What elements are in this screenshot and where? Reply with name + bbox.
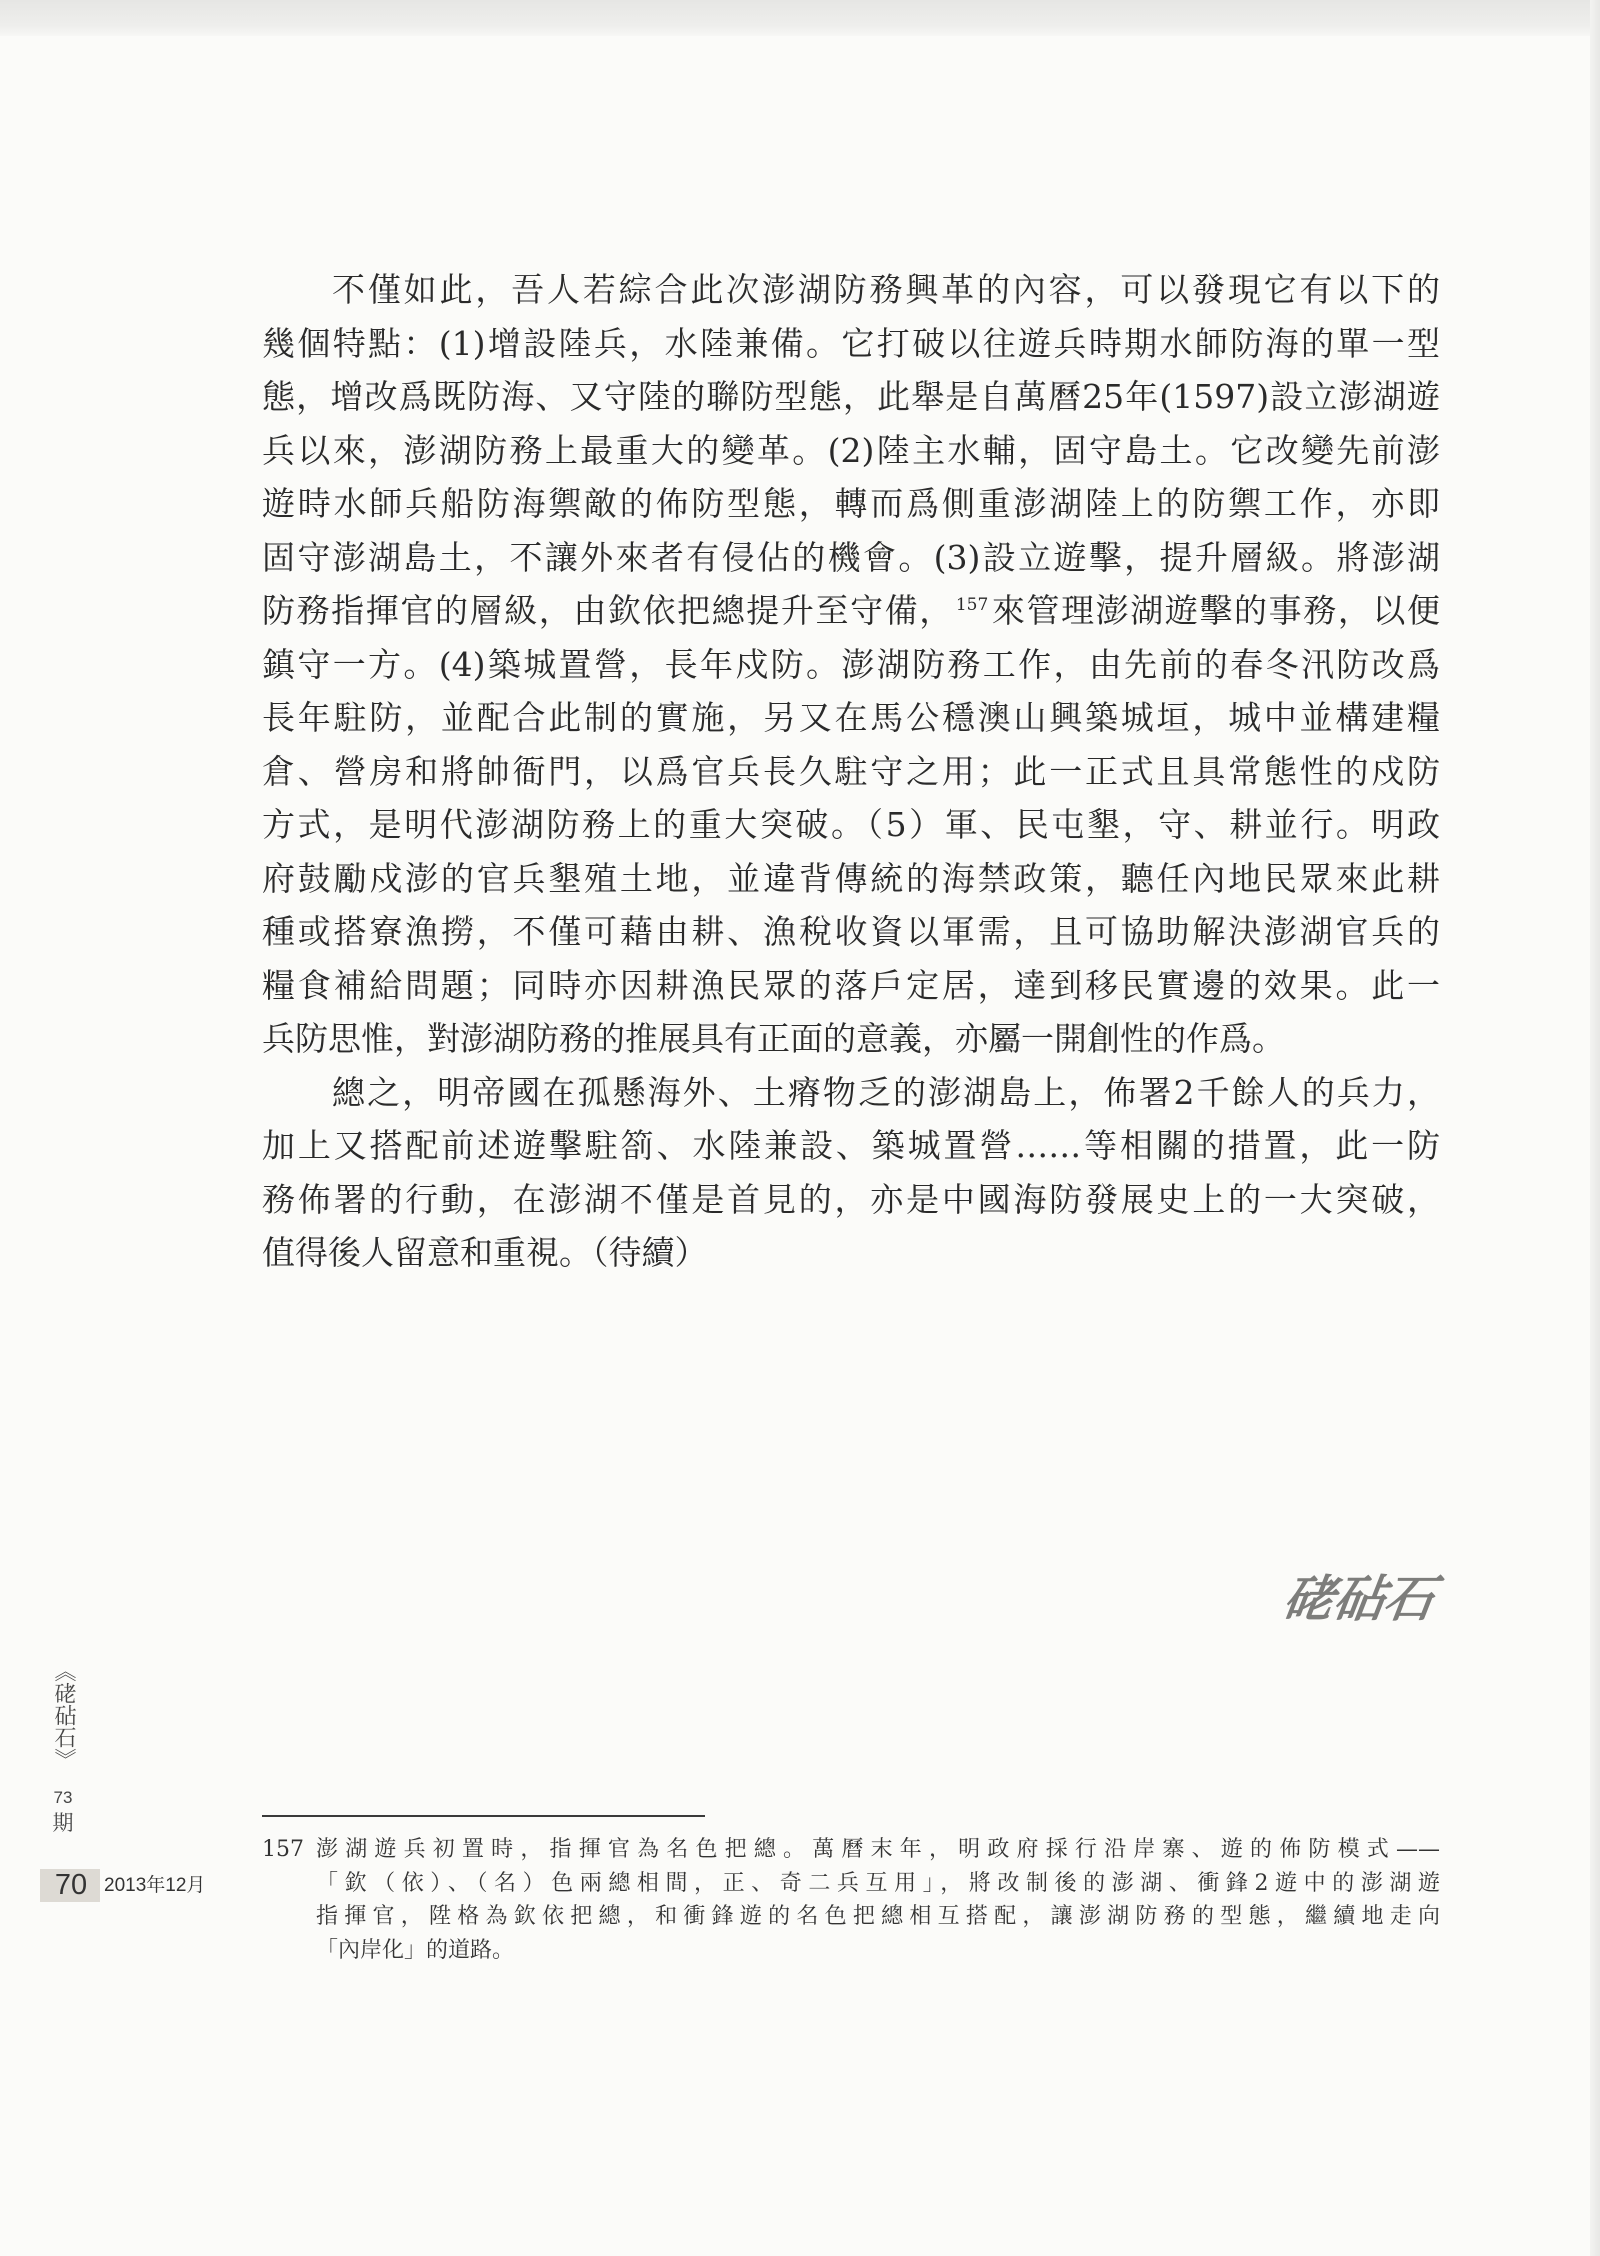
magazine-logo: 硓砧石 (1279, 1569, 1439, 1628)
body-line-segment: 來管理澎湖遊擊的事務，以便 (990, 591, 1440, 630)
sidebar-magazine-title: 《硓砧石》 (51, 1660, 76, 1770)
scan-top-band (0, 0, 1600, 36)
body-line (262, 584, 1440, 638)
sidebar-issue-number: 73 (53, 1788, 73, 1807)
body-line: 倉、營房和將帥衙門，以爲官兵長久駐守之用；此一正式且具常態性的戍防 (262, 751, 1440, 791)
footnote-text (316, 1833, 1440, 1967)
body-line: 遊時水師兵船防海禦敵的佈防型態，轉而爲側重澎湖陸上的防禦工作，亦即 (262, 484, 1440, 523)
body-line: 種或搭寮漁撈，不僅可藉由耕、漁稅收資以軍需，且可協助解決澎湖官兵的 (262, 912, 1440, 951)
page-number: 70 (54, 1869, 88, 1901)
body-line: 值得後人留意和重視。（待續） (262, 1233, 708, 1272)
footnote-number: 157 (262, 1837, 304, 1862)
body-line: 總之，明帝國在孤懸海外、土瘠物乏的澎湖島上，佈署2千餘人的兵力， (332, 1072, 1440, 1112)
paragraph (262, 263, 1440, 1066)
body-line: 鎮守一方。(4)築城置營，長年戍防。澎湖防務工作，由先前的春冬汛防改爲 (262, 644, 1440, 684)
body-line: 糧食補給問題；同時亦因耕漁民眾的落戶定居，達到移民實邊的效果。此一 (262, 965, 1440, 1005)
footnote-line: 指揮官，陞格為欽依把總，和衝鋒遊的名色把總相互搭配，讓澎湖防務的型態，繼續地走向 (316, 1904, 1440, 1929)
issue-date: 2013年12月 (104, 1875, 206, 1896)
footnote-line: 「欽（依）、（名）色兩總相間，正、奇二兵互用」，將改制後的澎湖、衝鋒2遊中的澎湖遊 (316, 1870, 1440, 1896)
body-line: 兵防思惟，對澎湖防務的推展具有正面的意義，亦屬一開創性的作爲。 (262, 1019, 1285, 1058)
body-line: 長年駐防，並配合此制的實施，另又在馬公穩澳山興築城垣，城中並構建糧 (262, 698, 1440, 737)
body-line: 幾個特點：(1)增設陸兵，水陸兼備。它打破以往遊兵時期水師防海的單一型 (262, 323, 1440, 363)
body-line: 方式，是明代澎湖防務上的重大突破。（5）軍、民屯墾，守、耕並行。明政 (262, 805, 1440, 844)
article-body (262, 263, 1440, 1280)
body-line: 固守澎湖島土，不讓外來者有侵佔的機會。(3)設立遊擊，提升層級。將澎湖 (262, 537, 1440, 577)
body-line-segment: 防務指揮官的層級，由欽依把總提升至守備， (262, 591, 954, 630)
footnote-line: 「內岸化」的道路。 (316, 1937, 515, 1963)
body-line: 兵以來，澎湖防務上最重大的變革。(2)陸主水輔，固守島土。它改變先前澎 (262, 430, 1440, 470)
footnote-line: 澎湖遊兵初置時，指揮官為名色把總。萬曆末年，明政府採行沿岸寨、遊的佈防模式—— (316, 1837, 1440, 1862)
paragraph (262, 1066, 1440, 1280)
body-line: 不僅如此，吾人若綜合此次澎湖防務興革的內容，可以發現它有以下的 (332, 270, 1440, 309)
footnote-reference: 157 (955, 595, 989, 615)
body-line: 加上又搭配前述遊擊駐箚、水陸兼設、築城置營……等相關的措置，此一防 (262, 1126, 1440, 1165)
body-line: 務佈署的行動，在澎湖不僅是首見的，亦是中國海防發展史上的一大突破， (262, 1179, 1440, 1219)
body-line: 態，增改爲既防海、又守陸的聯防型態，此舉是自萬曆25年(1597)設立澎湖遊 (262, 377, 1440, 416)
scan-right-edge (1590, 0, 1600, 2256)
footnote-divider (262, 1815, 705, 1817)
body-line: 府鼓勵戍澎的官兵墾殖土地，並違背傳統的海禁政策，聽任內地民眾來此耕 (262, 858, 1440, 898)
sidebar-issue-unit: 期 (52, 1811, 74, 1835)
